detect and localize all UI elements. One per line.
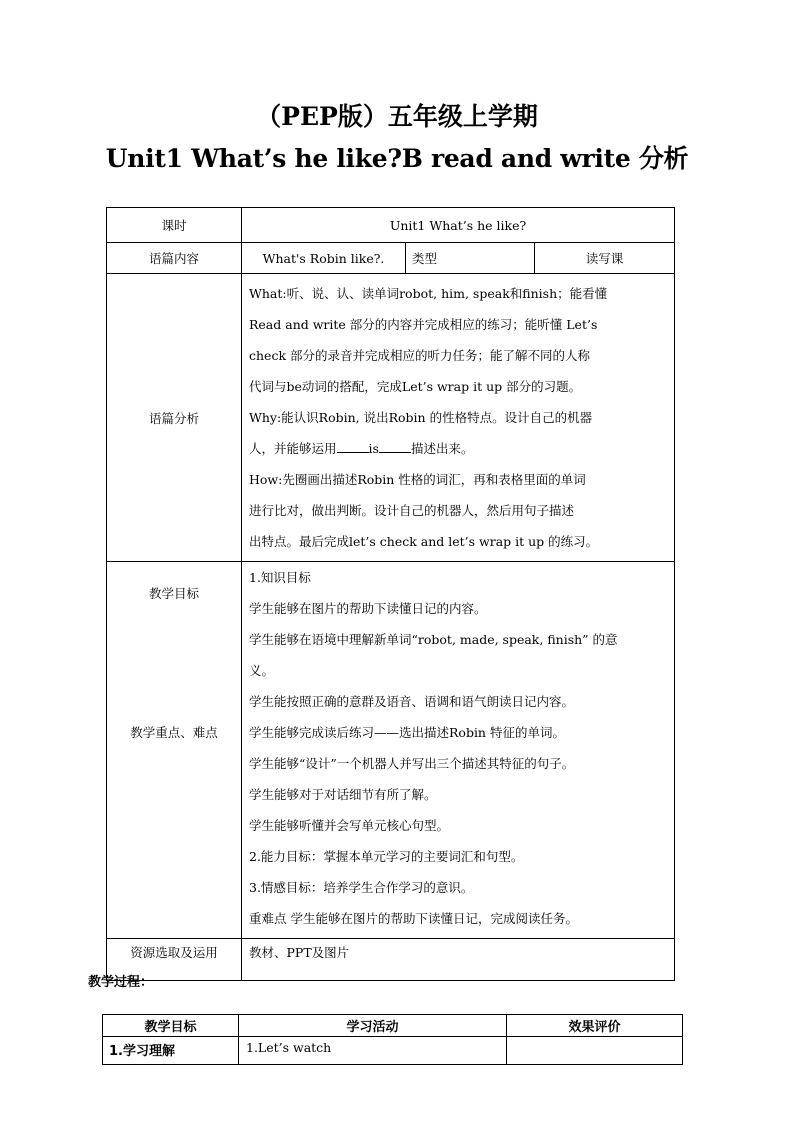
goals-line: 2.能力目标：掌握本单元学习的主要词汇和句型。 [249, 849, 524, 864]
goals-line: 学生能够在语境中理解新单词“robot, made, speak, finish” 的意 [249, 632, 618, 647]
analysis-text-part: is [368, 441, 379, 456]
goals-label: 教学目标 [148, 586, 199, 601]
goals-text [242, 562, 675, 939]
analysis-line: check 部分的录音并完成相应的听力任务；能了解不同的人称 [249, 348, 590, 363]
analysis-text-part: 人，并能够运用 [249, 441, 337, 456]
resources-label: 资源选取及运用 [107, 939, 242, 981]
goals-line: 义。 [249, 663, 275, 678]
analysis-text-part: 描述出来。 [410, 441, 474, 456]
analysis-line: 进行比对，做出判断。设计自己的机器人，然后用句子描述 [249, 503, 575, 518]
analysis-line: How:先圈画出描述Robin 性格的词汇，再和表格里面的单词 [249, 472, 586, 487]
analysis-label: 语篇分析 [107, 274, 242, 562]
analysis-line: 代词与be动词的搭配，完成Let’s wrap it up 部分的习题。 [249, 379, 582, 394]
goals-line: 学生能够听懂并会写单元核心句型。 [249, 818, 450, 833]
process-cell-evaluation [507, 1037, 683, 1065]
goals-label-cell [107, 562, 242, 939]
analysis-line: What:听、说、认、读单词robot, him, speak和finish；能看懂 [249, 286, 608, 301]
goals-line: 学生能够在图片的帮助下读懂日记的内容。 [249, 601, 487, 616]
document-title-line1: （PEP版）五年级上学期 [256, 102, 538, 131]
analysis-line: Read and write 部分的内容并完成相应的练习；能听懂 Let’s [249, 317, 598, 332]
analysis-line: 出特点。最后完成let’s check and let’s wrap it up 的练习。 [249, 534, 599, 549]
type-value: 读写课 [535, 243, 675, 274]
teaching-process-label: 教学过程： [88, 975, 154, 990]
process-header-activity: 学习活动 [239, 1015, 507, 1037]
goals-line: 学生能够对于对话细节有所了解。 [249, 787, 437, 802]
process-header-evaluation: 效果评价 [507, 1015, 683, 1037]
resources-value: 教材、PPT及图片 [242, 939, 675, 981]
analysis-line-with-blanks [249, 433, 668, 464]
goals-line: 重难点 学生能够在图片的帮助下读懂日记，完成阅读任务。 [249, 911, 578, 926]
document-title-line2: Unit1 What’s he like?B read and write 分析 [105, 144, 689, 173]
analysis-text [242, 274, 675, 562]
goals-line: 学生能够“设计”一个机器人并写出三个描述其特征的句子。 [249, 756, 575, 771]
analysis-line: Why:能认识Robin, 说出Robin 的性格特点。设计自己的机器 [249, 410, 593, 425]
lesson-label: 课时 [107, 208, 242, 243]
type-label: 类型 [406, 243, 535, 274]
content-value: What's Robin like?. [242, 243, 406, 274]
process-header-goal: 教学目标 [103, 1015, 239, 1037]
content-label: 语篇内容 [107, 243, 242, 274]
goals-line: 学生能按照正确的意群及语音、语调和语气朗读日记内容。 [249, 694, 575, 709]
goals-line: 学生能够完成读后练习——选出描述Robin 特征的单词。 [249, 725, 565, 740]
lesson-info-table [106, 207, 675, 981]
table-row [103, 1037, 683, 1065]
lesson-value: Unit1 What’s he like? [242, 208, 675, 243]
process-cell-activity: 1.Let’s watch [239, 1037, 507, 1065]
goals-line: 3.情感目标：培养学生合作学习的意识。 [249, 880, 474, 895]
fill-blank [337, 440, 369, 453]
fill-blank [379, 440, 411, 453]
goals-line: 1.知识目标 [249, 570, 311, 585]
keypoints-label: 教学重点、难点 [130, 725, 218, 740]
process-cell-goal: 1.学习理解 [103, 1037, 239, 1065]
teaching-process-table [102, 1014, 683, 1065]
